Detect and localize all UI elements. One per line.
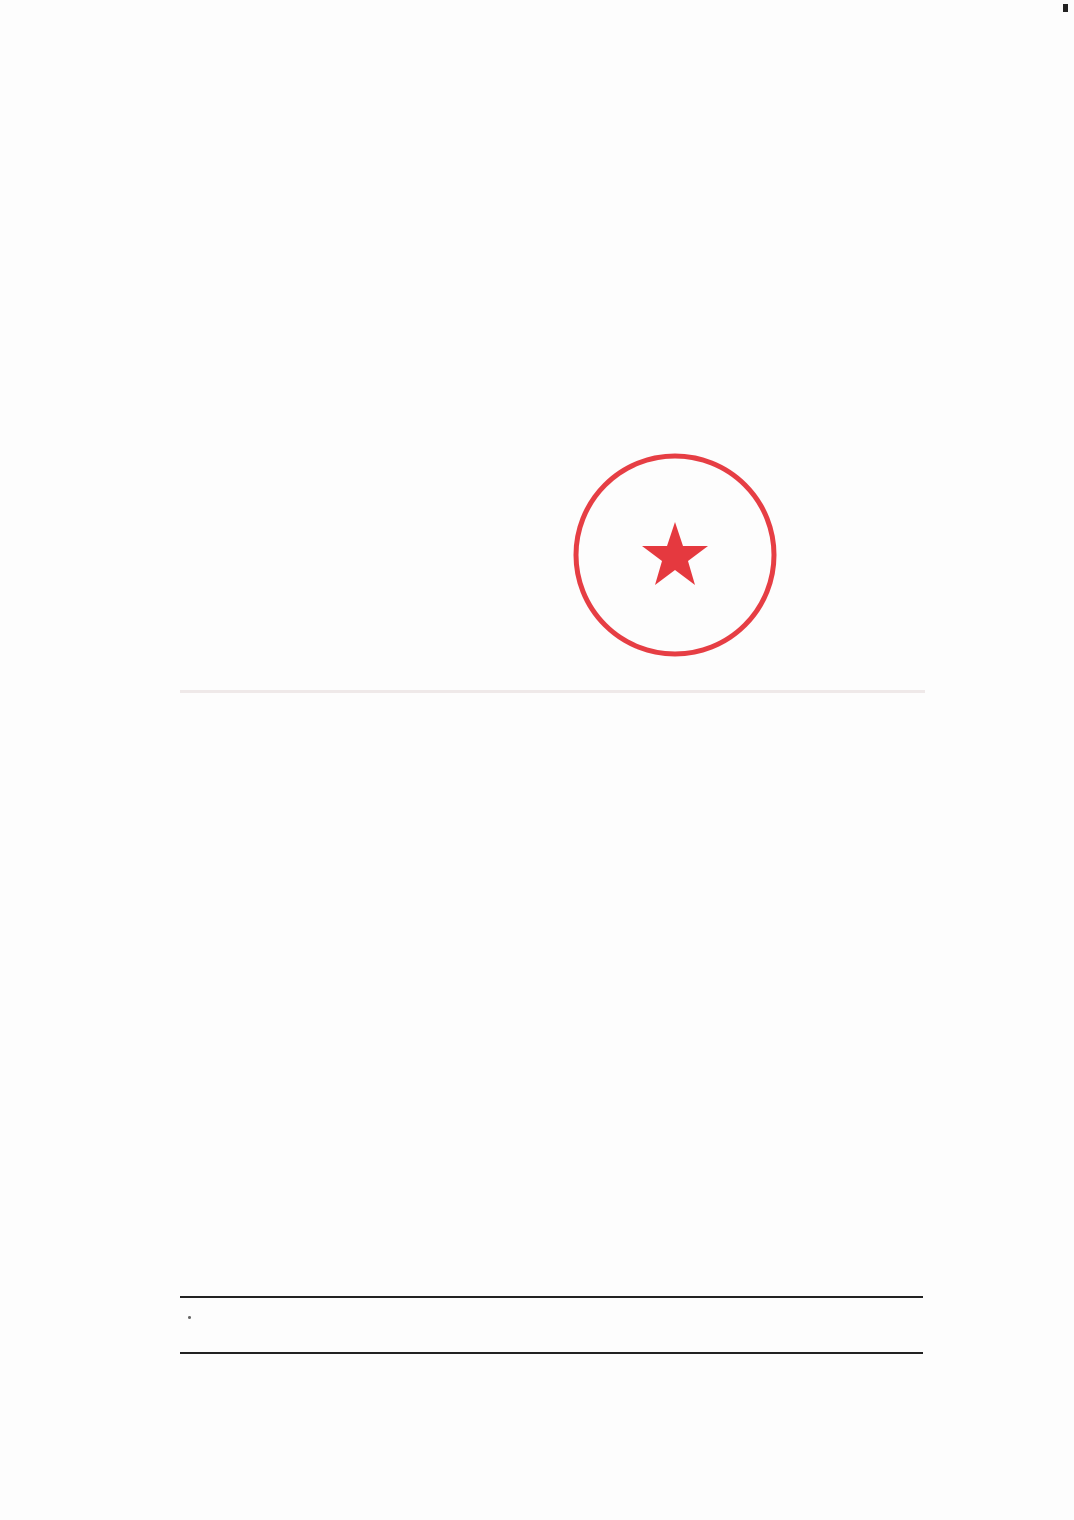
scan-speck bbox=[188, 1316, 191, 1319]
official-seal-icon bbox=[570, 450, 780, 660]
footer-top-rule bbox=[180, 1296, 923, 1298]
footer-bottom-rule bbox=[180, 1352, 923, 1354]
bleed-through-rule bbox=[180, 690, 925, 693]
attachment-line bbox=[240, 394, 258, 425]
scan-mark bbox=[1063, 4, 1068, 12]
